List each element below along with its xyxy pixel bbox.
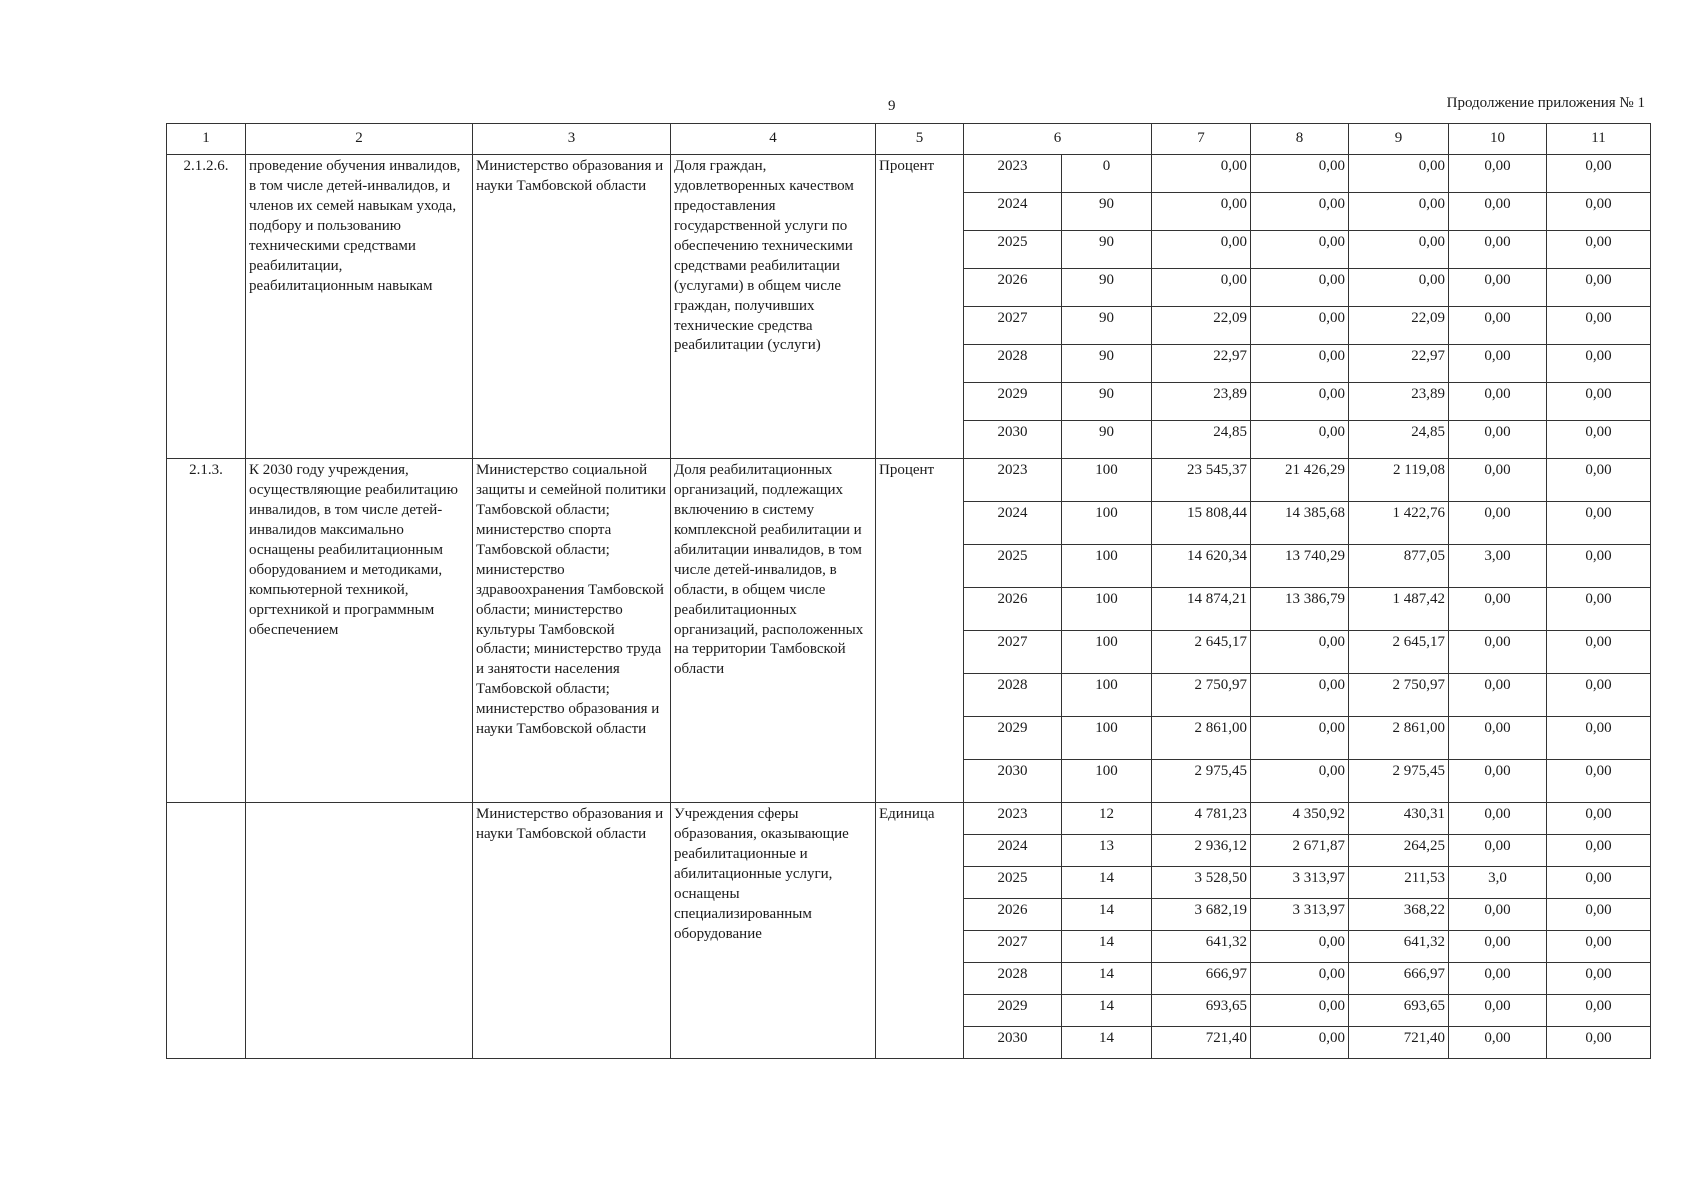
value-col9: 22,97 xyxy=(1349,345,1449,383)
value-col8: 0,00 xyxy=(1251,155,1349,193)
target-value: 90 xyxy=(1062,421,1152,459)
value-col10: 0,00 xyxy=(1449,383,1547,421)
value-col7: 3 528,50 xyxy=(1152,867,1251,899)
value-col11: 0,00 xyxy=(1547,231,1651,269)
value-col7: 2 936,12 xyxy=(1152,835,1251,867)
value-col10: 0,00 xyxy=(1449,931,1547,963)
value-col8: 0,00 xyxy=(1251,963,1349,995)
value-col9: 23,89 xyxy=(1349,383,1449,421)
value-col8: 3 313,97 xyxy=(1251,899,1349,931)
value-col8: 2 671,87 xyxy=(1251,835,1349,867)
value-col10: 0,00 xyxy=(1449,269,1547,307)
value-col10: 0,00 xyxy=(1449,963,1547,995)
value-col8: 13 386,79 xyxy=(1251,588,1349,631)
value-col10: 0,00 xyxy=(1449,631,1547,674)
value-col11: 0,00 xyxy=(1547,835,1651,867)
unit: Процент xyxy=(876,155,964,459)
value-col7: 15 808,44 xyxy=(1152,502,1251,545)
value-col11: 0,00 xyxy=(1547,269,1651,307)
value-col10: 0,00 xyxy=(1449,502,1547,545)
value-col10: 0,00 xyxy=(1449,803,1547,835)
value-col11: 0,00 xyxy=(1547,717,1651,760)
value-col8: 21 426,29 xyxy=(1251,459,1349,502)
indicator: Доля реабилитационных организаций, подлежащих включению в систему комплексной реабилитации и абилитации инвалидов, в том числе детей-инвалидов, в области, в общем числе реабилитационных организаций, расположенных на территории Тамбовской области xyxy=(671,459,876,803)
value-col9: 0,00 xyxy=(1349,269,1449,307)
value-col7: 2 645,17 xyxy=(1152,631,1251,674)
table-row xyxy=(167,803,1651,835)
page-number: 9 xyxy=(888,98,896,114)
target-value: 100 xyxy=(1062,717,1152,760)
value-col11: 0,00 xyxy=(1547,1027,1651,1059)
year-cell: 2025 xyxy=(964,545,1062,588)
year-cell: 2024 xyxy=(964,835,1062,867)
value-col11: 0,00 xyxy=(1547,588,1651,631)
target-value: 100 xyxy=(1062,588,1152,631)
block-1 xyxy=(167,155,1651,459)
value-col11: 0,00 xyxy=(1547,931,1651,963)
value-col10: 0,00 xyxy=(1449,899,1547,931)
year-cell: 2030 xyxy=(964,421,1062,459)
value-col9: 0,00 xyxy=(1349,231,1449,269)
column-header: 7 xyxy=(1152,124,1251,155)
value-col9: 0,00 xyxy=(1349,155,1449,193)
value-col7: 23,89 xyxy=(1152,383,1251,421)
unit: Единица xyxy=(876,803,964,1059)
year-cell: 2029 xyxy=(964,383,1062,421)
value-col8: 13 740,29 xyxy=(1251,545,1349,588)
value-col7: 14 620,34 xyxy=(1152,545,1251,588)
year-cell: 2027 xyxy=(964,307,1062,345)
target-value: 90 xyxy=(1062,307,1152,345)
indicator: Учреждения сферы образования, оказывающие реабилитационные и абилитационные услуги, оснащены специализированным оборудование xyxy=(671,803,876,1059)
value-col9: 430,31 xyxy=(1349,803,1449,835)
value-col9: 666,97 xyxy=(1349,963,1449,995)
value-col7: 23 545,37 xyxy=(1152,459,1251,502)
value-col8: 0,00 xyxy=(1251,1027,1349,1059)
value-col10: 0,00 xyxy=(1449,760,1547,803)
executor: Министерство образования и науки Тамбовской области xyxy=(473,155,671,459)
column-header: 6 xyxy=(964,124,1152,155)
target-value: 14 xyxy=(1062,995,1152,1027)
value-col10: 0,00 xyxy=(1449,307,1547,345)
year-cell: 2025 xyxy=(964,231,1062,269)
value-col9: 693,65 xyxy=(1349,995,1449,1027)
target-value: 100 xyxy=(1062,631,1152,674)
value-col11: 0,00 xyxy=(1547,545,1651,588)
value-col11: 0,00 xyxy=(1547,421,1651,459)
value-col7: 0,00 xyxy=(1152,269,1251,307)
value-col9: 24,85 xyxy=(1349,421,1449,459)
value-col9: 2 750,97 xyxy=(1349,674,1449,717)
value-col11: 0,00 xyxy=(1547,995,1651,1027)
value-col11: 0,00 xyxy=(1547,459,1651,502)
value-col10: 0,00 xyxy=(1449,717,1547,760)
value-col11: 0,00 xyxy=(1547,345,1651,383)
target-value: 14 xyxy=(1062,899,1152,931)
measure-description: проведение обучения инвалидов, в том числе детей-инвалидов, и членов их семей навыкам ухода, подбору и пользованию техническими средствами реабилитации, реабилитационным навыкам xyxy=(246,155,473,459)
value-col8: 0,00 xyxy=(1251,995,1349,1027)
value-col9: 22,09 xyxy=(1349,307,1449,345)
value-col9: 0,00 xyxy=(1349,193,1449,231)
target-value: 100 xyxy=(1062,760,1152,803)
value-col11: 0,00 xyxy=(1547,155,1651,193)
value-col8: 0,00 xyxy=(1251,717,1349,760)
value-col11: 0,00 xyxy=(1547,760,1651,803)
value-col9: 2 975,45 xyxy=(1349,760,1449,803)
value-col7: 14 874,21 xyxy=(1152,588,1251,631)
value-col7: 2 975,45 xyxy=(1152,760,1251,803)
value-col8: 3 313,97 xyxy=(1251,867,1349,899)
value-col7: 693,65 xyxy=(1152,995,1251,1027)
target-value: 14 xyxy=(1062,931,1152,963)
year-cell: 2028 xyxy=(964,963,1062,995)
column-header: 4 xyxy=(671,124,876,155)
value-col9: 877,05 xyxy=(1349,545,1449,588)
value-col9: 2 861,00 xyxy=(1349,717,1449,760)
year-cell: 2025 xyxy=(964,867,1062,899)
indicator: Доля граждан, удовлетворенных качеством предоставления государственной услуги по обеспечению техническими средствами реабилитации (услугами) в общем числе граждан, получивших технические средства реабилитации (услуги) xyxy=(671,155,876,459)
value-col7: 0,00 xyxy=(1152,231,1251,269)
column-header: 9 xyxy=(1349,124,1449,155)
continuation-label: Продолжение приложения № 1 xyxy=(1446,95,1645,111)
item-code: 2.1.3. xyxy=(167,459,246,803)
value-col8: 0,00 xyxy=(1251,345,1349,383)
value-col11: 0,00 xyxy=(1547,674,1651,717)
year-cell: 2023 xyxy=(964,459,1062,502)
year-cell: 2024 xyxy=(964,193,1062,231)
value-col11: 0,00 xyxy=(1547,963,1651,995)
value-col7: 666,97 xyxy=(1152,963,1251,995)
value-col10: 0,00 xyxy=(1449,193,1547,231)
value-col9: 368,22 xyxy=(1349,899,1449,931)
value-col8: 0,00 xyxy=(1251,269,1349,307)
value-col7: 22,09 xyxy=(1152,307,1251,345)
column-header: 11 xyxy=(1547,124,1651,155)
year-cell: 2029 xyxy=(964,717,1062,760)
executor: Министерство образования и науки Тамбовской области xyxy=(473,803,671,1059)
year-cell: 2026 xyxy=(964,588,1062,631)
value-col8: 0,00 xyxy=(1251,674,1349,717)
year-cell: 2023 xyxy=(964,155,1062,193)
column-header: 2 xyxy=(246,124,473,155)
value-col8: 0,00 xyxy=(1251,931,1349,963)
value-col10: 3,00 xyxy=(1449,545,1547,588)
value-col10: 0,00 xyxy=(1449,1027,1547,1059)
annex-table xyxy=(166,123,1651,1059)
column-header: 5 xyxy=(876,124,964,155)
target-value: 90 xyxy=(1062,383,1152,421)
value-col7: 721,40 xyxy=(1152,1027,1251,1059)
value-col9: 2 119,08 xyxy=(1349,459,1449,502)
measure-description xyxy=(246,803,473,1059)
value-col10: 0,00 xyxy=(1449,345,1547,383)
target-value: 14 xyxy=(1062,867,1152,899)
table-row xyxy=(167,459,1651,502)
value-col11: 0,00 xyxy=(1547,383,1651,421)
table-row xyxy=(167,155,1651,193)
year-cell: 2030 xyxy=(964,760,1062,803)
block-2 xyxy=(167,459,1651,803)
value-col8: 0,00 xyxy=(1251,383,1349,421)
value-col10: 0,00 xyxy=(1449,835,1547,867)
table-header xyxy=(167,124,1651,155)
target-value: 90 xyxy=(1062,231,1152,269)
value-col11: 0,00 xyxy=(1547,307,1651,345)
value-col10: 0,00 xyxy=(1449,231,1547,269)
value-col9: 211,53 xyxy=(1349,867,1449,899)
value-col8: 0,00 xyxy=(1251,760,1349,803)
year-cell: 2028 xyxy=(964,674,1062,717)
target-value: 100 xyxy=(1062,674,1152,717)
column-header: 8 xyxy=(1251,124,1349,155)
value-col8: 0,00 xyxy=(1251,193,1349,231)
value-col10: 0,00 xyxy=(1449,674,1547,717)
target-value: 0 xyxy=(1062,155,1152,193)
measure-description: К 2030 году учреждения, осуществляющие реабилитацию инвалидов, в том числе детей-инвалидов максимально оснащены реабилитационным оборудованием и методиками, компьютерной техникой, оргтехникой и программным обеспечением xyxy=(246,459,473,803)
unit: Процент xyxy=(876,459,964,803)
value-col9: 2 645,17 xyxy=(1349,631,1449,674)
value-col11: 0,00 xyxy=(1547,502,1651,545)
value-col11: 0,00 xyxy=(1547,803,1651,835)
value-col10: 0,00 xyxy=(1449,155,1547,193)
value-col10: 0,00 xyxy=(1449,995,1547,1027)
value-col8: 14 385,68 xyxy=(1251,502,1349,545)
executor: Министерство социальной защиты и семейной политики Тамбовской области; министерство спорта Тамбовской области; министерство здравоохранения Тамбовской области; министерство культуры Тамбовской области; министерство труда и занятости населения Тамбовской области; министерство образования и науки Тамбовской области xyxy=(473,459,671,803)
value-col8: 0,00 xyxy=(1251,421,1349,459)
value-col8: 0,00 xyxy=(1251,307,1349,345)
target-value: 14 xyxy=(1062,1027,1152,1059)
value-col11: 0,00 xyxy=(1547,193,1651,231)
value-col7: 2 861,00 xyxy=(1152,717,1251,760)
value-col11: 0,00 xyxy=(1547,867,1651,899)
value-col10: 0,00 xyxy=(1449,459,1547,502)
year-cell: 2026 xyxy=(964,899,1062,931)
value-col7: 0,00 xyxy=(1152,193,1251,231)
target-value: 100 xyxy=(1062,502,1152,545)
column-header: 3 xyxy=(473,124,671,155)
column-header: 10 xyxy=(1449,124,1547,155)
value-col9: 1 487,42 xyxy=(1349,588,1449,631)
target-value: 90 xyxy=(1062,193,1152,231)
value-col8: 0,00 xyxy=(1251,231,1349,269)
value-col7: 24,85 xyxy=(1152,421,1251,459)
value-col11: 0,00 xyxy=(1547,899,1651,931)
value-col7: 2 750,97 xyxy=(1152,674,1251,717)
year-cell: 2026 xyxy=(964,269,1062,307)
value-col10: 0,00 xyxy=(1449,588,1547,631)
value-col8: 0,00 xyxy=(1251,631,1349,674)
target-value: 14 xyxy=(1062,963,1152,995)
value-col9: 721,40 xyxy=(1349,1027,1449,1059)
year-cell: 2028 xyxy=(964,345,1062,383)
year-cell: 2030 xyxy=(964,1027,1062,1059)
value-col11: 0,00 xyxy=(1547,631,1651,674)
value-col7: 4 781,23 xyxy=(1152,803,1251,835)
year-cell: 2027 xyxy=(964,931,1062,963)
target-value: 90 xyxy=(1062,269,1152,307)
target-value: 90 xyxy=(1062,345,1152,383)
value-col7: 0,00 xyxy=(1152,155,1251,193)
item-code xyxy=(167,803,246,1059)
value-col8: 4 350,92 xyxy=(1251,803,1349,835)
year-cell: 2029 xyxy=(964,995,1062,1027)
year-cell: 2027 xyxy=(964,631,1062,674)
value-col9: 641,32 xyxy=(1349,931,1449,963)
block-3 xyxy=(167,803,1651,1059)
column-header: 1 xyxy=(167,124,246,155)
year-cell: 2023 xyxy=(964,803,1062,835)
target-value: 100 xyxy=(1062,459,1152,502)
year-cell: 2024 xyxy=(964,502,1062,545)
value-col10: 0,00 xyxy=(1449,421,1547,459)
target-value: 13 xyxy=(1062,835,1152,867)
target-value: 12 xyxy=(1062,803,1152,835)
value-col10: 3,0 xyxy=(1449,867,1547,899)
target-value: 100 xyxy=(1062,545,1152,588)
value-col7: 3 682,19 xyxy=(1152,899,1251,931)
item-code: 2.1.2.6. xyxy=(167,155,246,459)
value-col9: 264,25 xyxy=(1349,835,1449,867)
value-col7: 641,32 xyxy=(1152,931,1251,963)
value-col9: 1 422,76 xyxy=(1349,502,1449,545)
value-col7: 22,97 xyxy=(1152,345,1251,383)
